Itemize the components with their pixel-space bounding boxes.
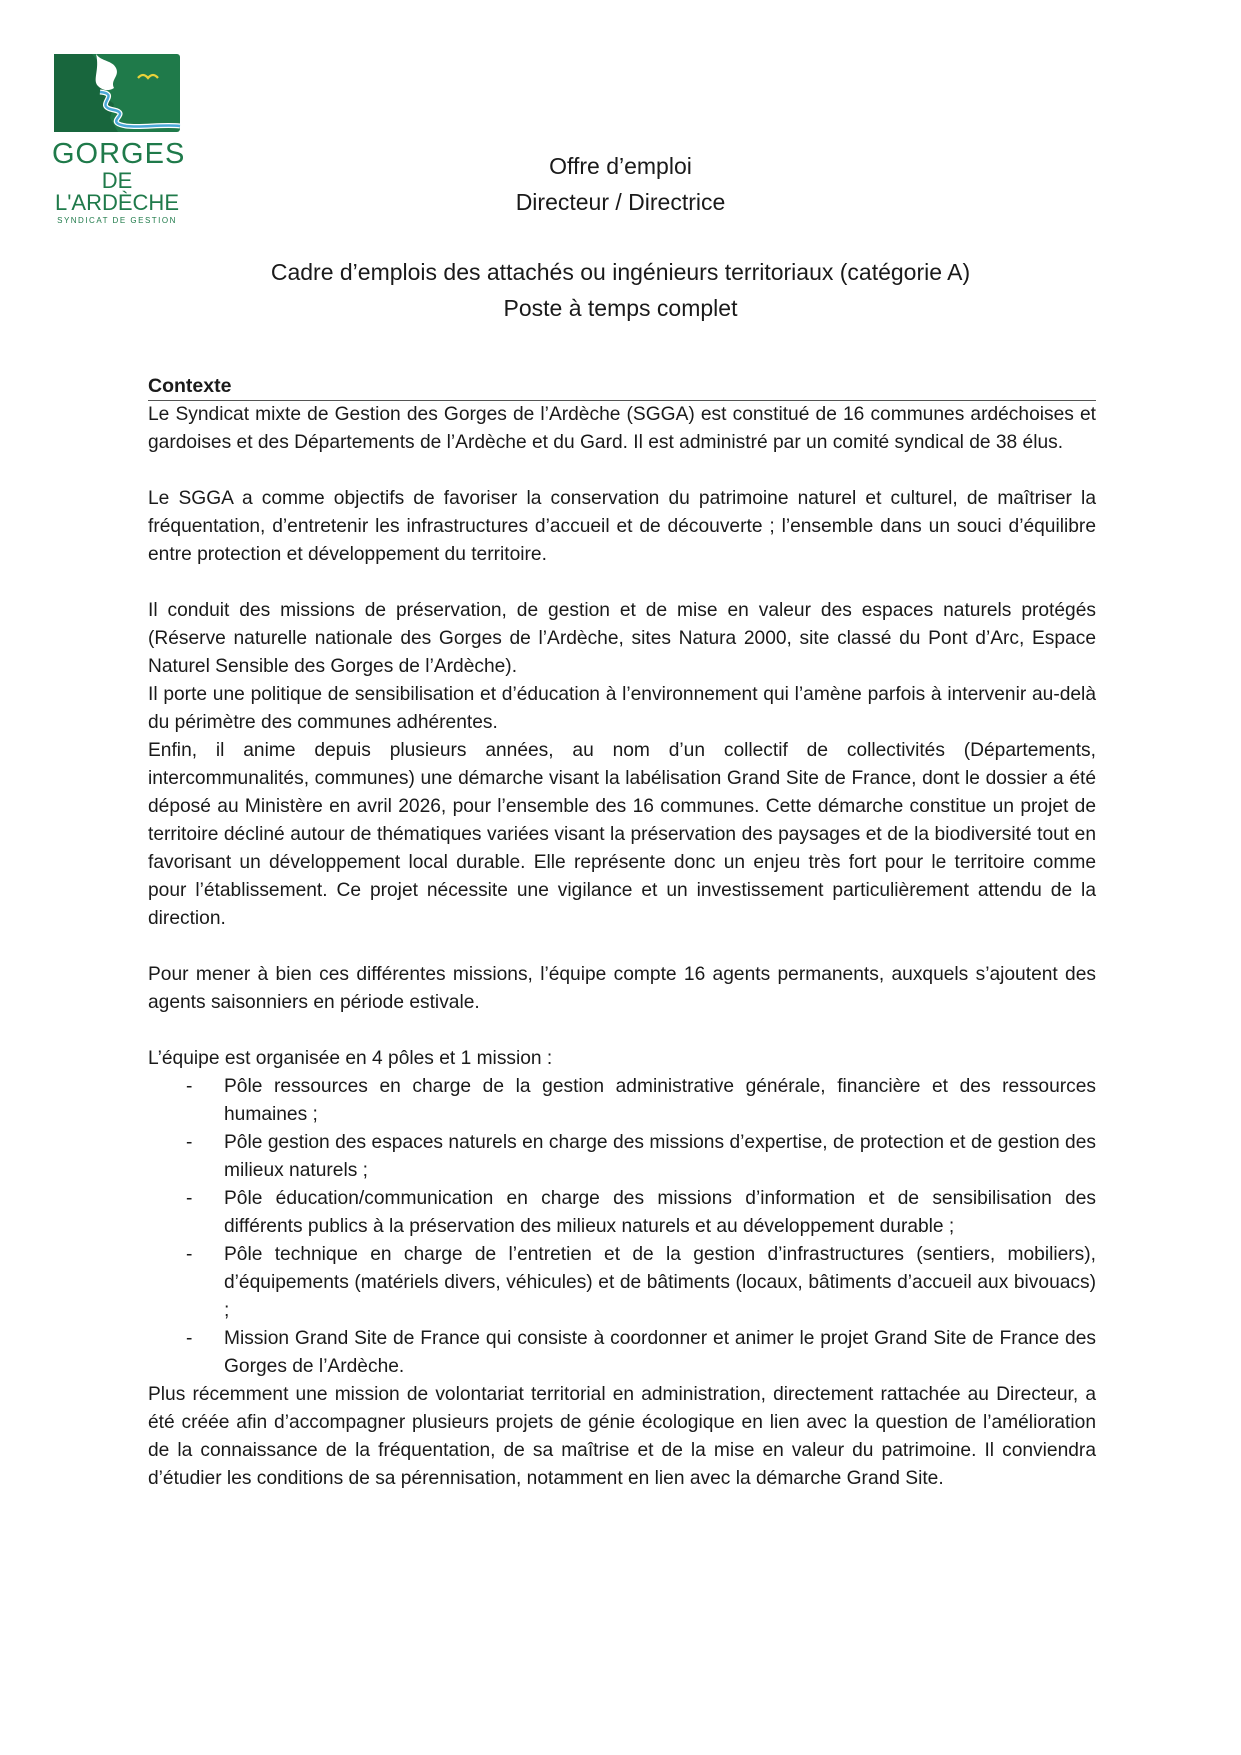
list-item [148, 1325, 1096, 1381]
list-bullet: - [186, 1244, 193, 1265]
job-framework: Cadre d’emplois des attachés ou ingénieurs territoriaux (catégorie A) [270, 259, 971, 285]
list-bullet: - [186, 1132, 193, 1153]
list-item-text: Pôle éducation/communication en charge des missions d’information et de sensibilisation des différents publics à la préservation des milieux naturels et au développement durable ; [224, 1188, 1096, 1237]
position-title: Directeur / Directrice [515, 189, 726, 215]
list-item-text: Pôle ressources en charge de la gestion administrative générale, financière et des ressources humaines ; [224, 1076, 1096, 1125]
job-schedule: Poste à temps complet [503, 295, 738, 321]
logo-line-1: GORGES [52, 138, 186, 170]
gorges-landscape-icon [52, 52, 182, 134]
list-item [148, 1073, 1096, 1129]
organization-list [148, 1073, 1096, 1381]
list-item-text: Pôle technique en charge de l’entretien et de la gestion d’infrastructures (sentiers, mobiliers), d’équipements (matériels divers, véhicules) et de bâtiments (locaux, bâtiments d’accueil aux bivouacs) ; [224, 1244, 1096, 1321]
paragraph: Enfin, il anime depuis plusieurs années, au nom d’un collectif de collectivités (Départements, intercommunalités, communes) une démarche visant la labélisation Grand Site de France, dont le dossier a été déposé au Ministère en avril 2026, pour l’ensemble des 16 communes. Cette démarche constitue un projet de territoire décliné autour de thématiques variées visant la préservation des paysages et de la biodiversité tout en favorisant un développement local durable. Elle représente donc un enjeu très fort pour le territoire comme pour l’établissement. Ce projet nécessite une vigilance et un investissement particulièrement attendu de la direction. [148, 740, 1096, 929]
list-item-text: Pôle gestion des espaces naturels en charge des missions d’expertise, de protection et de gestion des milieux naturels ; [224, 1132, 1096, 1181]
list-item [148, 1185, 1096, 1241]
list-bullet: - [186, 1188, 193, 1209]
paragraph: Le Syndicat mixte de Gestion des Gorges de l’Ardèche (SGGA) est constitué de 16 communes ardéchoises et gardoises et des Départements de l’Ardèche et du Gard. Il est administré par un comité syndical de 38 élus. [148, 404, 1096, 453]
context-section [148, 372, 1096, 1493]
list-item [148, 1241, 1096, 1325]
section-title: Contexte [148, 372, 1096, 401]
paragraph: Plus récemment une mission de volontariat territorial en administration, directement rattachée au Directeur, a été créée afin d’accompagner plusieurs projets de génie écologique en lien avec la question de l’amélioration de la connaissance de la fréquentation, de sa maîtrise et de la mise en valeur du patrimoine. Il conviendra d’étudier les conditions de sa pérennisation, notamment en lien avec la démarche Grand Site. [148, 1384, 1096, 1489]
job-subtitle-block [0, 254, 1241, 326]
paragraph: Il porte une politique de sensibilisation et d’éducation à l’environnement qui l’amène parfois à intervenir au-delà du périmètre des communes adhérentes. [148, 684, 1096, 733]
paragraph: Le SGGA a comme objectifs de favoriser la conservation du patrimoine naturel et culturel, de maîtriser la fréquentation, d’entretenir les infrastructures d’accueil et de découverte ; l’ensemble dans un souci d’équilibre entre protection et développement du territoire. [148, 488, 1096, 565]
logo-line-2: DE L'ARDÈCHE [54, 168, 179, 215]
logo-line-3: SYNDICAT DE GESTION [57, 216, 177, 225]
offer-title: Offre d’emploi [549, 153, 692, 179]
list-item-text: Mission Grand Site de France qui consiste à coordonner et animer le projet Grand Site de France des Gorges de l’Ardèche. [224, 1328, 1096, 1377]
paragraph: Pour mener à bien ces différentes missions, l’équipe compte 16 agents permanents, auxquels s’ajoutent des agents saisonniers en période estivale. [148, 964, 1096, 1013]
list-bullet: - [186, 1328, 193, 1349]
job-title-block [0, 148, 1241, 220]
paragraph: Il conduit des missions de préservation, de gestion et de mise en valeur des espaces naturels protégés (Réserve naturelle nationale des Gorges de l’Ardèche, sites Natura 2000, site classé du Pont d’Arc, Espace Naturel Sensible des Gorges de l’Ardèche). [148, 600, 1096, 677]
paragraph: L’équipe est organisée en 4 pôles et 1 mission : [148, 1048, 553, 1069]
list-bullet: - [186, 1076, 193, 1097]
list-item [148, 1129, 1096, 1185]
